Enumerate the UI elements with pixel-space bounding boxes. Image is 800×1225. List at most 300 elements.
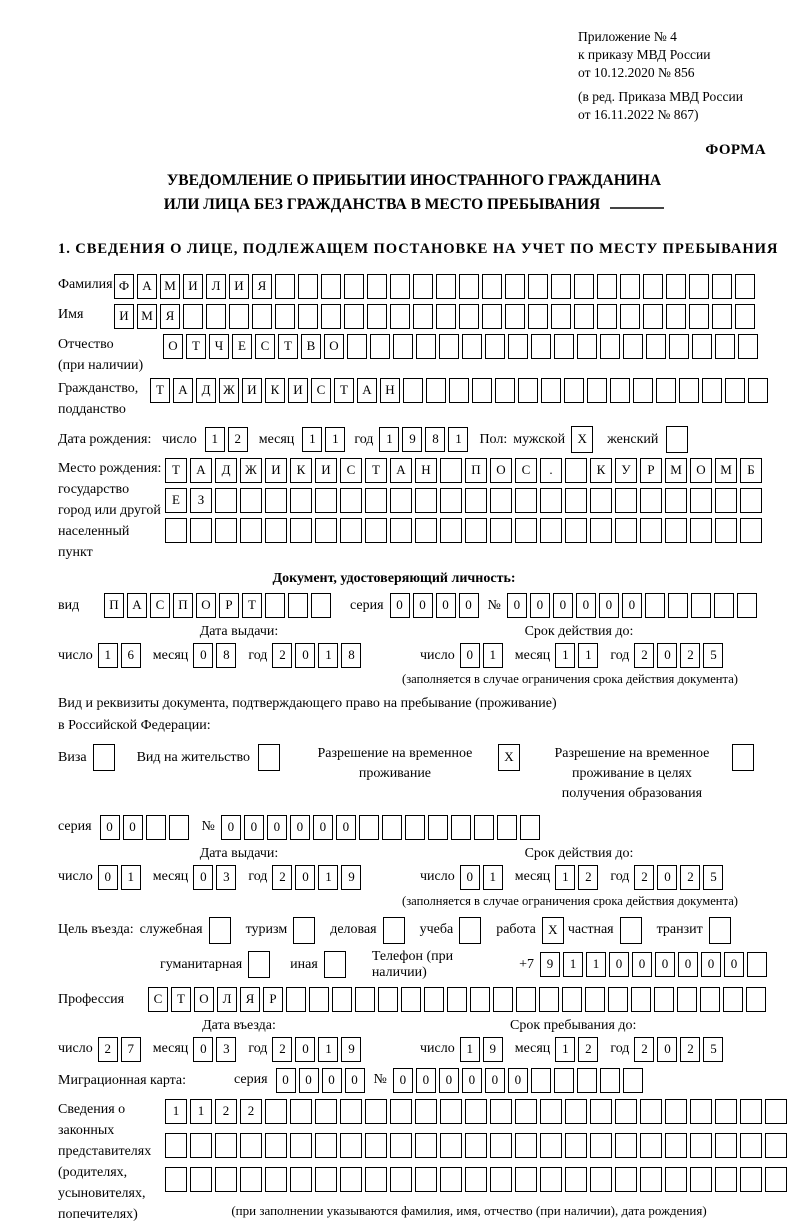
cell[interactable] <box>615 518 637 543</box>
cell[interactable] <box>740 1167 762 1192</box>
cell[interactable] <box>640 1099 662 1124</box>
cell[interactable] <box>482 304 502 329</box>
cell[interactable]: 0 <box>657 865 677 890</box>
patronymic-input[interactable] <box>163 334 761 359</box>
cell[interactable] <box>508 334 528 359</box>
residence-permit-checkbox[interactable] <box>258 744 280 771</box>
cell[interactable]: О <box>196 593 216 618</box>
cell[interactable] <box>515 518 537 543</box>
sex-female-checkbox[interactable] <box>666 426 688 453</box>
cell[interactable]: С <box>515 458 537 483</box>
cell[interactable] <box>747 952 767 977</box>
cell[interactable] <box>505 274 525 299</box>
cell[interactable]: 1 <box>460 1037 480 1062</box>
cell[interactable] <box>631 987 651 1012</box>
cell[interactable] <box>665 518 687 543</box>
cell[interactable] <box>541 378 561 403</box>
cell[interactable]: П <box>465 458 487 483</box>
cell[interactable] <box>715 1133 737 1158</box>
cell[interactable]: 0 <box>609 952 629 977</box>
cell[interactable]: 1 <box>448 427 468 452</box>
cell[interactable] <box>574 304 594 329</box>
cell[interactable]: 0 <box>322 1068 342 1093</box>
cell[interactable]: Т <box>150 378 170 403</box>
cell[interactable] <box>700 987 720 1012</box>
cell[interactable] <box>669 334 689 359</box>
cell[interactable]: 1 <box>318 1037 338 1062</box>
cell[interactable]: И <box>265 458 287 483</box>
cell[interactable] <box>440 458 462 483</box>
cell[interactable] <box>691 593 711 618</box>
cell[interactable]: И <box>315 458 337 483</box>
cell[interactable] <box>740 1099 762 1124</box>
cell[interactable] <box>413 304 433 329</box>
cell[interactable] <box>551 304 571 329</box>
cell[interactable] <box>505 304 525 329</box>
cell[interactable]: 2 <box>578 865 598 890</box>
cell[interactable]: 0 <box>439 1068 459 1093</box>
cell[interactable] <box>677 987 697 1012</box>
cell[interactable] <box>689 274 709 299</box>
cell[interactable]: С <box>255 334 275 359</box>
cell[interactable]: О <box>194 987 214 1012</box>
cell[interactable] <box>540 488 562 513</box>
cell[interactable] <box>665 1133 687 1158</box>
cell[interactable] <box>493 987 513 1012</box>
cell[interactable] <box>666 274 686 299</box>
cell[interactable]: 0 <box>678 952 698 977</box>
cell[interactable] <box>298 304 318 329</box>
cell[interactable]: И <box>183 274 203 299</box>
cell[interactable] <box>413 274 433 299</box>
cell[interactable] <box>215 1133 237 1158</box>
cell[interactable] <box>424 987 444 1012</box>
cell[interactable]: 8 <box>216 643 236 668</box>
cell[interactable] <box>665 488 687 513</box>
birth-day-input[interactable] <box>205 427 251 452</box>
cell[interactable]: С <box>148 987 168 1012</box>
cell[interactable] <box>565 518 587 543</box>
cell[interactable] <box>712 304 732 329</box>
cell[interactable] <box>740 488 762 513</box>
cell[interactable]: 0 <box>576 593 596 618</box>
cell[interactable] <box>265 593 285 618</box>
cell[interactable]: 0 <box>267 815 287 840</box>
cell[interactable] <box>587 378 607 403</box>
cell[interactable] <box>298 274 318 299</box>
cell[interactable]: 0 <box>416 1068 436 1093</box>
cell[interactable] <box>577 334 597 359</box>
cell[interactable]: И <box>114 304 134 329</box>
cell[interactable] <box>565 488 587 513</box>
cell[interactable] <box>482 274 502 299</box>
cell[interactable]: У <box>615 458 637 483</box>
cell[interactable] <box>495 378 515 403</box>
cell[interactable] <box>654 987 674 1012</box>
cell[interactable]: 3 <box>216 865 236 890</box>
residence-issue-day-input[interactable] <box>98 865 144 890</box>
cell[interactable] <box>315 1133 337 1158</box>
cell[interactable]: 0 <box>724 952 744 977</box>
cell[interactable]: М <box>160 274 180 299</box>
cell[interactable]: 1 <box>98 643 118 668</box>
cell[interactable]: 0 <box>553 593 573 618</box>
cell[interactable] <box>554 1068 574 1093</box>
cell[interactable]: Т <box>165 458 187 483</box>
cell[interactable]: 8 <box>425 427 445 452</box>
cell[interactable] <box>610 378 630 403</box>
cell[interactable]: 0 <box>244 815 264 840</box>
cell[interactable] <box>165 1167 187 1192</box>
cell[interactable] <box>390 1133 412 1158</box>
cell[interactable] <box>440 1167 462 1192</box>
cell[interactable]: 0 <box>508 1068 528 1093</box>
cell[interactable] <box>451 815 471 840</box>
cell[interactable] <box>290 518 312 543</box>
cell[interactable] <box>252 304 272 329</box>
cell[interactable]: Д <box>196 378 216 403</box>
cell[interactable]: 0 <box>393 1068 413 1093</box>
cell[interactable]: 2 <box>240 1099 262 1124</box>
cell[interactable]: 2 <box>98 1037 118 1062</box>
cell[interactable] <box>474 815 494 840</box>
identity-doc-number-input[interactable] <box>507 593 760 618</box>
cell[interactable]: Т <box>186 334 206 359</box>
cell[interactable]: 7 <box>121 1037 141 1062</box>
legal-reps-line3-input[interactable] <box>165 1167 790 1192</box>
cell[interactable] <box>275 304 295 329</box>
cell[interactable]: 8 <box>341 643 361 668</box>
cell[interactable] <box>359 815 379 840</box>
cell[interactable]: 2 <box>680 1037 700 1062</box>
cell[interactable]: 0 <box>193 1037 213 1062</box>
cell[interactable] <box>765 1167 787 1192</box>
cell[interactable]: Р <box>219 593 239 618</box>
cell[interactable] <box>367 274 387 299</box>
cell[interactable] <box>528 274 548 299</box>
cell[interactable] <box>344 274 364 299</box>
cell[interactable]: 1 <box>318 865 338 890</box>
cell[interactable]: 2 <box>215 1099 237 1124</box>
cell[interactable]: 0 <box>507 593 527 618</box>
purpose-other-checkbox[interactable] <box>324 951 346 978</box>
legal-reps-line1-input[interactable] <box>165 1099 790 1124</box>
cell[interactable] <box>309 987 329 1012</box>
cell[interactable] <box>600 334 620 359</box>
cell[interactable]: 2 <box>272 865 292 890</box>
cell[interactable]: 1 <box>379 427 399 452</box>
cell[interactable] <box>528 304 548 329</box>
cell[interactable] <box>643 304 663 329</box>
cell[interactable] <box>393 334 413 359</box>
cell[interactable]: П <box>173 593 193 618</box>
cell[interactable] <box>190 1167 212 1192</box>
purpose-work-checkbox[interactable]: X <box>542 917 564 944</box>
cell[interactable]: Л <box>217 987 237 1012</box>
cell[interactable]: 1 <box>190 1099 212 1124</box>
cell[interactable]: 0 <box>460 865 480 890</box>
cell[interactable]: Н <box>380 378 400 403</box>
cell[interactable] <box>565 458 587 483</box>
cell[interactable] <box>540 1167 562 1192</box>
cell[interactable] <box>623 1068 643 1093</box>
cell[interactable] <box>515 1167 537 1192</box>
cell[interactable]: П <box>104 593 124 618</box>
cell[interactable]: 1 <box>483 643 503 668</box>
identity-issue-month-input[interactable] <box>193 643 239 668</box>
cell[interactable]: 0 <box>530 593 550 618</box>
cell[interactable] <box>590 1099 612 1124</box>
purpose-private-checkbox[interactable] <box>620 917 642 944</box>
cell[interactable] <box>288 593 308 618</box>
cell[interactable]: 0 <box>622 593 642 618</box>
cell[interactable]: 1 <box>165 1099 187 1124</box>
cell[interactable] <box>265 1167 287 1192</box>
cell[interactable]: 0 <box>295 865 315 890</box>
cell[interactable] <box>515 1133 537 1158</box>
cell[interactable]: 9 <box>483 1037 503 1062</box>
cell[interactable] <box>577 1068 597 1093</box>
cell[interactable] <box>347 334 367 359</box>
cell[interactable] <box>311 593 331 618</box>
cell[interactable] <box>765 1099 787 1124</box>
cell[interactable] <box>515 1099 537 1124</box>
cell[interactable]: Т <box>171 987 191 1012</box>
cell[interactable] <box>646 334 666 359</box>
cell[interactable] <box>590 488 612 513</box>
cell[interactable] <box>315 488 337 513</box>
cell[interactable] <box>370 334 390 359</box>
cell[interactable]: И <box>288 378 308 403</box>
cell[interactable]: Б <box>740 458 762 483</box>
birth-month-input[interactable] <box>302 427 348 452</box>
cell[interactable]: 2 <box>634 643 654 668</box>
birth-place-line1-input[interactable] <box>165 458 765 483</box>
cell[interactable]: Н <box>415 458 437 483</box>
cell[interactable] <box>439 334 459 359</box>
cell[interactable]: Е <box>165 488 187 513</box>
cell[interactable]: 1 <box>555 865 575 890</box>
cell[interactable] <box>355 987 375 1012</box>
cell[interactable]: В <box>301 334 321 359</box>
cell[interactable] <box>608 987 628 1012</box>
cell[interactable] <box>615 488 637 513</box>
cell[interactable]: 1 <box>325 427 345 452</box>
cell[interactable] <box>472 378 492 403</box>
cell[interactable]: Я <box>252 274 272 299</box>
cell[interactable]: 0 <box>313 815 333 840</box>
cell[interactable] <box>340 518 362 543</box>
cell[interactable] <box>515 488 537 513</box>
birth-place-line2-input[interactable] <box>165 488 765 513</box>
cell[interactable] <box>459 274 479 299</box>
cell[interactable]: 1 <box>318 643 338 668</box>
cell[interactable]: И <box>242 378 262 403</box>
stay-day-input[interactable] <box>460 1037 506 1062</box>
cell[interactable] <box>206 304 226 329</box>
cell[interactable] <box>416 334 436 359</box>
cell[interactable]: 0 <box>485 1068 505 1093</box>
identity-valid-month-input[interactable] <box>555 643 601 668</box>
identity-doc-kind-input[interactable] <box>104 593 334 618</box>
cell[interactable] <box>405 815 425 840</box>
cell[interactable] <box>485 334 505 359</box>
cell[interactable] <box>440 1133 462 1158</box>
birth-year-input[interactable] <box>379 427 471 452</box>
cell[interactable] <box>340 1099 362 1124</box>
cell[interactable]: А <box>390 458 412 483</box>
cell[interactable] <box>554 334 574 359</box>
cell[interactable] <box>436 304 456 329</box>
cell[interactable] <box>665 1099 687 1124</box>
cell[interactable]: 9 <box>341 865 361 890</box>
cell[interactable] <box>620 304 640 329</box>
cell[interactable] <box>365 1133 387 1158</box>
cell[interactable] <box>332 987 352 1012</box>
cell[interactable] <box>564 378 584 403</box>
cell[interactable] <box>590 1133 612 1158</box>
identity-valid-day-input[interactable] <box>460 643 506 668</box>
cell[interactable] <box>656 378 676 403</box>
identity-doc-series-input[interactable] <box>390 593 482 618</box>
cell[interactable]: 0 <box>436 593 456 618</box>
cell[interactable] <box>666 304 686 329</box>
cell[interactable] <box>490 1099 512 1124</box>
cell[interactable] <box>643 274 663 299</box>
cell[interactable] <box>415 518 437 543</box>
cell[interactable] <box>516 987 536 1012</box>
purpose-official-checkbox[interactable] <box>209 917 231 944</box>
cell[interactable] <box>265 1133 287 1158</box>
cell[interactable] <box>702 378 722 403</box>
stay-month-input[interactable] <box>555 1037 601 1062</box>
cell[interactable]: О <box>163 334 183 359</box>
cell[interactable]: 5 <box>703 865 723 890</box>
migration-card-number-input[interactable] <box>393 1068 646 1093</box>
cell[interactable]: 1 <box>302 427 322 452</box>
cell[interactable] <box>740 1133 762 1158</box>
cell[interactable] <box>735 304 755 329</box>
cell[interactable] <box>426 378 446 403</box>
cell[interactable]: Ф <box>114 274 134 299</box>
cell[interactable]: 2 <box>680 865 700 890</box>
cell[interactable] <box>390 1167 412 1192</box>
cell[interactable] <box>689 304 709 329</box>
cell[interactable] <box>183 304 203 329</box>
cell[interactable] <box>490 1167 512 1192</box>
cell[interactable] <box>321 274 341 299</box>
cell[interactable] <box>615 1167 637 1192</box>
cell[interactable] <box>597 304 617 329</box>
cell[interactable]: 1 <box>578 643 598 668</box>
cell[interactable]: С <box>340 458 362 483</box>
temp-permit-checkbox[interactable]: X <box>498 744 520 771</box>
residence-valid-year-input[interactable] <box>634 865 726 890</box>
cell[interactable]: 1 <box>586 952 606 977</box>
cell[interactable] <box>623 334 643 359</box>
cell[interactable] <box>615 1099 637 1124</box>
entry-year-input[interactable] <box>272 1037 364 1062</box>
cell[interactable] <box>440 1099 462 1124</box>
cell[interactable] <box>690 1099 712 1124</box>
cell[interactable]: О <box>324 334 344 359</box>
cell[interactable]: 2 <box>680 643 700 668</box>
cell[interactable]: 0 <box>459 593 479 618</box>
cell[interactable]: 0 <box>599 593 619 618</box>
cell[interactable] <box>415 1099 437 1124</box>
cell[interactable]: 1 <box>205 427 225 452</box>
cell[interactable] <box>390 304 410 329</box>
cell[interactable] <box>240 488 262 513</box>
cell[interactable]: 0 <box>657 1037 677 1062</box>
cell[interactable]: С <box>150 593 170 618</box>
cell[interactable]: 3 <box>216 1037 236 1062</box>
cell[interactable] <box>690 518 712 543</box>
cell[interactable] <box>449 378 469 403</box>
cell[interactable]: 1 <box>555 643 575 668</box>
cell[interactable] <box>190 518 212 543</box>
cell[interactable] <box>315 1167 337 1192</box>
cell[interactable]: 5 <box>703 1037 723 1062</box>
cell[interactable] <box>633 378 653 403</box>
cell[interactable] <box>462 334 482 359</box>
cell[interactable]: Е <box>232 334 252 359</box>
cell[interactable] <box>340 488 362 513</box>
cell[interactable] <box>190 1133 212 1158</box>
cell[interactable] <box>574 274 594 299</box>
cell[interactable] <box>440 488 462 513</box>
cell[interactable]: М <box>137 304 157 329</box>
cell[interactable] <box>738 334 758 359</box>
cell[interactable] <box>470 987 490 1012</box>
cell[interactable]: О <box>690 458 712 483</box>
cell[interactable] <box>365 1167 387 1192</box>
cell[interactable]: 6 <box>121 643 141 668</box>
residence-issue-month-input[interactable] <box>193 865 239 890</box>
cell[interactable]: К <box>590 458 612 483</box>
cell[interactable] <box>518 378 538 403</box>
cell[interactable]: Р <box>263 987 283 1012</box>
cell[interactable] <box>465 1167 487 1192</box>
cell[interactable]: 0 <box>460 643 480 668</box>
cell[interactable] <box>146 815 166 840</box>
cell[interactable]: И <box>229 274 249 299</box>
cell[interactable] <box>539 987 559 1012</box>
cell[interactable] <box>715 518 737 543</box>
cell[interactable]: А <box>127 593 147 618</box>
cell[interactable] <box>640 518 662 543</box>
cell[interactable] <box>679 378 699 403</box>
cell[interactable] <box>465 1099 487 1124</box>
cell[interactable] <box>321 304 341 329</box>
cell[interactable] <box>382 815 402 840</box>
cell[interactable] <box>600 1068 620 1093</box>
cell[interactable]: 0 <box>632 952 652 977</box>
cell[interactable] <box>403 378 423 403</box>
cell[interactable]: 1 <box>555 1037 575 1062</box>
cell[interactable]: 2 <box>272 1037 292 1062</box>
cell[interactable] <box>497 815 517 840</box>
purpose-business-checkbox[interactable] <box>383 917 405 944</box>
cell[interactable]: 2 <box>634 1037 654 1062</box>
cell[interactable]: . <box>540 458 562 483</box>
purpose-transit-checkbox[interactable] <box>709 917 731 944</box>
cell[interactable] <box>340 1167 362 1192</box>
cell[interactable] <box>265 488 287 513</box>
cell[interactable] <box>390 274 410 299</box>
cell[interactable] <box>585 987 605 1012</box>
cell[interactable] <box>565 1133 587 1158</box>
